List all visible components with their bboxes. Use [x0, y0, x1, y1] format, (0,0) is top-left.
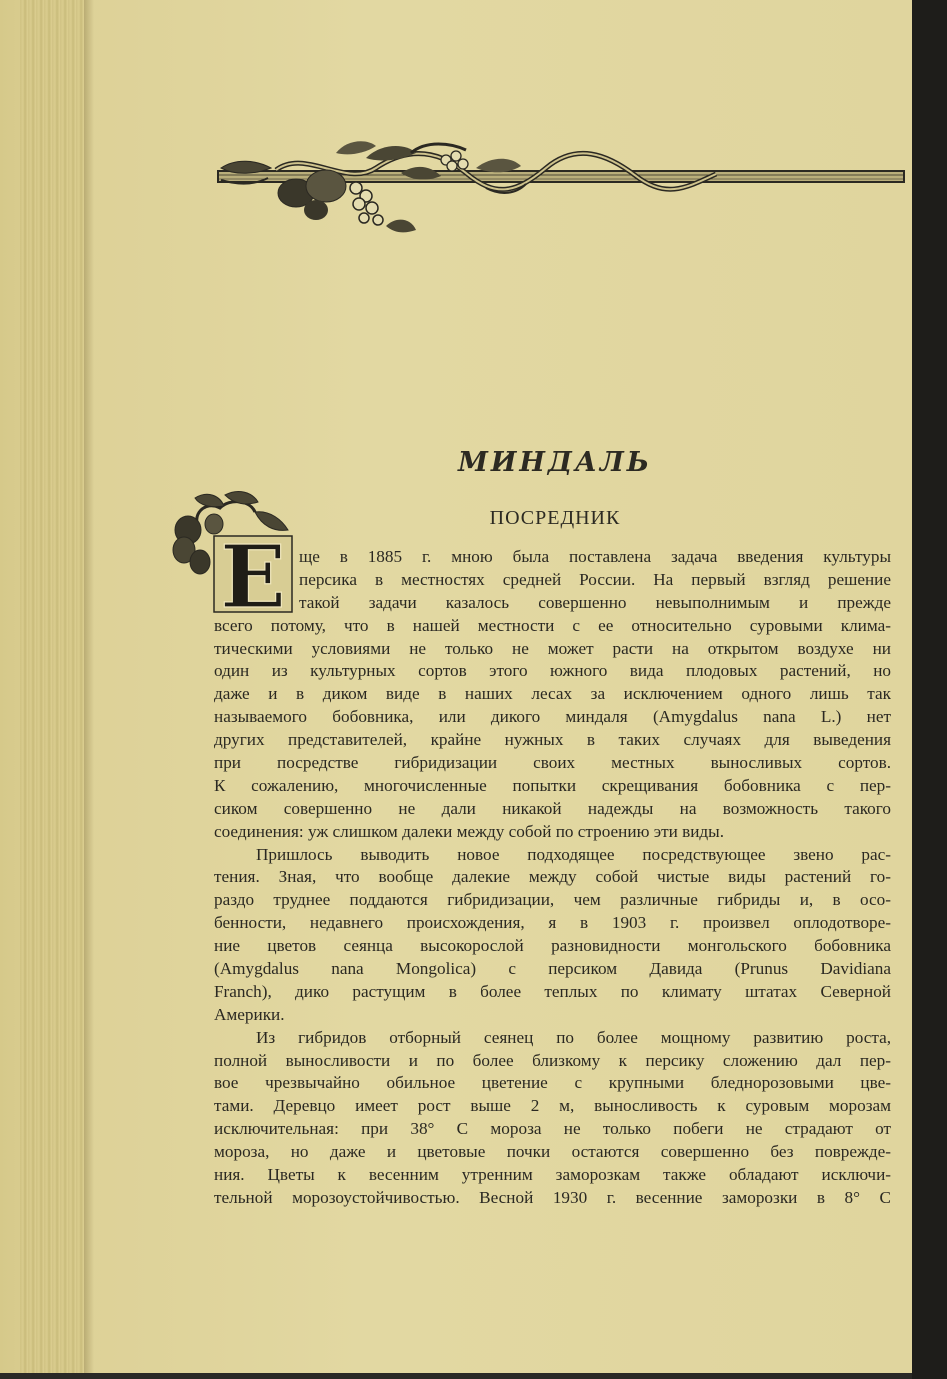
text-line: тическими условиями не только не может расти на открытом воздухе ни — [214, 638, 891, 658]
text-line: сиком совершенно не дали никакой надежды на возможность такого — [214, 798, 891, 818]
body-text — [214, 546, 891, 1210]
text-line: тами. Деревцо имеет рост выше 2 м, выносливость к суровым морозам — [214, 1096, 891, 1116]
text-line: других представителей, крайне нужных в таких случаях для выведения — [214, 730, 891, 750]
text-line: ние цветов сеянца высокорослой разновидности монгольского бобовника — [214, 936, 891, 956]
text-line: ния. Цветы к весенним утренним заморозкам также обладают исключи- — [214, 1165, 891, 1185]
scan-border — [912, 0, 947, 1379]
text-line: (Amygdalus nana Mongolica) с персиком Давида (Prunus Davidiana — [214, 959, 891, 979]
gutter-shadow — [84, 0, 94, 1373]
text-line: исключительная: при 38° С мороза не только побеги не страдают от — [214, 1119, 891, 1139]
text-line: при посредстве гибридизации своих местных выносливых сортов. — [214, 753, 891, 773]
text-line: вое чрезвычайно обильное цветение с крупными бледнорозовыми цве- — [214, 1073, 891, 1093]
text-line: бенности, недавнего происхождения, я в 1903 г. произвел оплодотворе- — [214, 913, 891, 933]
text-line: полной выносливости и по более близкому к персику сложению дал пер- — [214, 1050, 891, 1070]
bleed-through-text — [820, 230, 824, 247]
text-line: К сожалению, многочисленные попытки скрещивания бобовника с пер- — [214, 775, 891, 795]
text-line: Пришлось выводить новое подходящее посредствующее звено рас- — [256, 844, 891, 864]
drop-cap-letter: Е — [220, 527, 286, 615]
text-line: раздо труднее поддаются гибридизации, чем различные гибриды и, в осо- — [214, 890, 891, 910]
text-line: Из гибридов отборный сеянец по более мощному развитию роста, — [256, 1027, 891, 1047]
text-line: соединения: уж слишком далеки между собой по строению эти виды. — [214, 821, 725, 841]
text-line: тельной морозоустойчивостью. Весной 1930 г. весенние заморозки в 8° С — [214, 1187, 891, 1207]
paragraph — [214, 844, 891, 1027]
text-line: Franch), дико растущим в более теплых по климату штатах Северной — [214, 981, 891, 1001]
page-title: МИНДАЛЬ — [457, 447, 653, 478]
text-line: всего потому, что в нашей местности с ее относительно суровыми клима- — [214, 615, 891, 635]
text-line: Америки. — [214, 1004, 285, 1024]
text-line: такой задачи казалось совершенно невыполнимым и прежде — [299, 592, 891, 612]
text-line: ще в 1885 г. мною была поставлена задача введения культуры — [299, 547, 891, 566]
text-line: мороза, но даже и цветовые почки остаются совершенно без поврежде- — [214, 1142, 891, 1162]
text-line: один из культурных сортов этого южного вида плодовых растений, но — [214, 661, 891, 681]
page-stack-edge — [20, 0, 84, 1373]
text-line: тения. Зная, что вообще далекие между собой чистые виды растений го- — [214, 867, 891, 887]
section-subtitle: ПОСРЕДНИК — [489, 507, 621, 529]
text-line: персика в местностях средней России. На первый взгляд решение — [299, 569, 891, 589]
paragraph — [214, 1027, 891, 1210]
headpiece-ornament-icon — [216, 138, 906, 238]
text-line: даже и в диком виде в наших лесах за исключением одного лишь так — [214, 684, 891, 704]
text-line: называемого бобовника, или дикого миндаля (Amygdalus nana L.) нет — [214, 707, 891, 727]
paragraph — [214, 546, 891, 844]
